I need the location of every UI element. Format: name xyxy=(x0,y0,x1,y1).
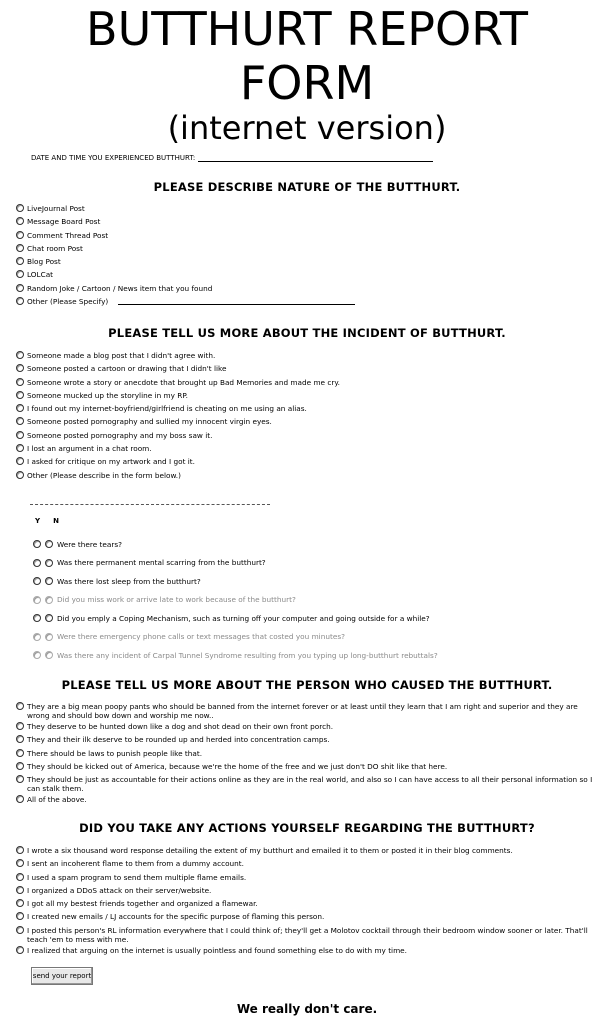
incident-option[interactable]: Someone posted a cartoon or drawing that I didn't like xyxy=(16,364,606,377)
yn-question: Were there tears? xyxy=(33,535,438,554)
radio-button[interactable] xyxy=(16,217,24,225)
option-livejournal[interactable]: LiveJournal Post xyxy=(16,204,606,217)
radio-button[interactable] xyxy=(16,364,24,372)
incident-option[interactable]: I asked for critique on my artwork and I got it. xyxy=(16,457,606,470)
radio-button[interactable] xyxy=(16,912,24,920)
radio-button[interactable] xyxy=(16,284,24,292)
radio-button[interactable] xyxy=(16,471,24,479)
action-option[interactable]: I used a spam program to send them multiple flame emails. xyxy=(16,873,606,886)
radio-button[interactable] xyxy=(16,431,24,439)
person-option[interactable]: All of the above. xyxy=(16,795,600,808)
radio-button[interactable] xyxy=(16,404,24,412)
no-radio[interactable] xyxy=(45,614,53,622)
no-label: N xyxy=(53,517,59,525)
radio-button[interactable] xyxy=(16,457,24,465)
yes-radio[interactable] xyxy=(33,614,41,622)
describe-input[interactable] xyxy=(30,504,270,505)
radio-button[interactable] xyxy=(16,749,24,757)
radio-button[interactable] xyxy=(16,722,24,730)
yn-question: Was there lost sleep from the butthurt? xyxy=(33,572,438,591)
option-random-joke[interactable]: Random Joke / Cartoon / News item that you found xyxy=(16,284,606,297)
person-option[interactable]: They deserve to be hunted down like a dog and shot dead on their own front porch. xyxy=(16,722,600,735)
radio-button[interactable] xyxy=(16,702,24,710)
section3-options xyxy=(16,702,600,808)
radio-button[interactable] xyxy=(16,762,24,770)
yn-header xyxy=(35,517,72,525)
yn-question: Were there emergency phone calls or text messages that costed you minutes? xyxy=(33,628,438,647)
radio-button[interactable] xyxy=(16,378,24,386)
section3-heading: PLEASE TELL US MORE ABOUT THE PERSON WHO CAUSED THE BUTTHURT. xyxy=(61,678,553,692)
person-option[interactable]: There should be laws to punish people like that. xyxy=(16,749,600,762)
action-option[interactable]: I sent an incoherent flame to them from a dummy account. xyxy=(16,859,606,872)
yes-label: Y xyxy=(35,517,41,525)
section1-options xyxy=(16,204,606,310)
radio-button[interactable] xyxy=(16,244,24,252)
yn-question: Was there any incident of Carpal Tunnel Syndrome resulting from you typing up long-butthurt rebuttals? xyxy=(33,646,438,665)
incident-option[interactable]: Someone mucked up the storyline in my RP. xyxy=(16,391,606,404)
section4-options xyxy=(16,846,606,959)
radio-button[interactable] xyxy=(16,946,24,954)
action-option[interactable]: I posted this person's RL information everywhere that I could think of; they'll get a Molotov cocktail through their bedroom window sooner or later. That'll teach 'em to mess with me. xyxy=(16,926,606,944)
radio-button[interactable] xyxy=(16,270,24,278)
incident-option[interactable]: I lost an argument in a chat room. xyxy=(16,444,606,457)
action-option[interactable]: I created new emails / LJ accounts for the specific purpose of flaming this person. xyxy=(16,912,606,925)
radio-button[interactable] xyxy=(16,444,24,452)
section2-heading: PLEASE TELL US MORE ABOUT THE INCIDENT OF BUTTHURT. xyxy=(108,326,506,340)
radio-button[interactable] xyxy=(16,859,24,867)
incident-option[interactable]: Someone wrote a story or anecdote that brought up Bad Memories and made me cry. xyxy=(16,378,606,391)
person-option[interactable]: They are a big mean poopy pants who should be banned from the internet forever or at least until they learn that I am right and superior and they are wrong and should bow down and worship me now.. xyxy=(16,702,600,720)
no-radio[interactable] xyxy=(45,633,53,641)
option-blog-post[interactable]: Blog Post xyxy=(16,257,606,270)
yn-question: Did you miss work or arrive late to work because of the butthurt? xyxy=(33,591,438,610)
action-option[interactable]: I got all my bestest friends together and organized a flamewar. xyxy=(16,899,606,912)
no-radio[interactable] xyxy=(45,577,53,585)
incident-option[interactable]: Other (Please describe in the form below.) xyxy=(16,471,606,484)
radio-button[interactable] xyxy=(16,873,24,881)
yes-radio[interactable] xyxy=(33,596,41,604)
send-report-button[interactable]: send your report xyxy=(31,967,93,985)
radio-button[interactable] xyxy=(16,795,24,803)
action-option[interactable]: I realized that arguing on the internet is usually pointless and found something else to do with my time. xyxy=(16,946,606,959)
radio-button[interactable] xyxy=(16,204,24,212)
date-label: DATE AND TIME YOU EXPERIENCED BUTTHURT: xyxy=(31,154,196,162)
radio-button[interactable] xyxy=(16,899,24,907)
no-radio[interactable] xyxy=(45,559,53,567)
action-option[interactable]: I organized a DDoS attack on their server/website. xyxy=(16,886,606,899)
option-other[interactable]: Other (Please Specify) xyxy=(16,297,606,310)
incident-option[interactable]: Someone posted pornography and my boss saw it. xyxy=(16,431,606,444)
radio-button[interactable] xyxy=(16,926,24,934)
radio-button[interactable] xyxy=(16,417,24,425)
section4-heading: DID YOU TAKE ANY ACTIONS YOURSELF REGARDING THE BUTTHURT? xyxy=(79,821,535,835)
action-option[interactable]: I wrote a six thousand word response detailing the extent of my butthurt and emailed it to them or posted it in their blog comments. xyxy=(16,846,606,859)
date-row xyxy=(31,153,433,162)
no-radio[interactable] xyxy=(45,651,53,659)
person-option[interactable]: They should be just as accountable for their actions online as they are in the real world, and also so I can have access to all their personal information so I can stalk them. xyxy=(16,775,600,793)
section1-heading: PLEASE DESCRIBE NATURE OF THE BUTTHURT. xyxy=(153,180,461,194)
radio-button[interactable] xyxy=(16,735,24,743)
radio-button[interactable] xyxy=(16,886,24,894)
yes-radio[interactable] xyxy=(33,577,41,585)
yn-questions xyxy=(33,535,438,665)
option-comment-thread[interactable]: Comment Thread Post xyxy=(16,231,606,244)
option-message-board[interactable]: Message Board Post xyxy=(16,217,606,230)
yn-question: Was there permanent mental scarring from the butthurt? xyxy=(33,554,438,573)
yn-question: Did you emply a Coping Mechanism, such as turning off your computer and going outside for a while? xyxy=(33,609,438,628)
radio-button[interactable] xyxy=(16,231,24,239)
page-subtitle: (internet version) xyxy=(167,109,447,147)
section2-options xyxy=(16,351,606,484)
person-option[interactable]: They should be kicked out of America, because we're the home of the free and we just don't DO shit like that here. xyxy=(16,762,600,775)
radio-button[interactable] xyxy=(16,297,24,305)
incident-option[interactable]: Someone posted pornography and sullied my innocent virgin eyes. xyxy=(16,417,606,430)
yes-radio[interactable] xyxy=(33,559,41,567)
no-radio[interactable] xyxy=(45,596,53,604)
specify-input[interactable] xyxy=(118,297,355,305)
radio-button[interactable] xyxy=(16,391,24,399)
incident-option[interactable]: Someone made a blog post that I didn't agree with. xyxy=(16,351,606,364)
radio-button[interactable] xyxy=(16,846,24,854)
yes-radio[interactable] xyxy=(33,633,41,641)
incident-option[interactable]: I found out my internet-boyfriend/girlfriend is cheating on me using an alias. xyxy=(16,404,606,417)
yes-radio[interactable] xyxy=(33,540,41,548)
option-lolcat[interactable]: LOLCat xyxy=(16,270,606,283)
yes-radio[interactable] xyxy=(33,651,41,659)
no-radio[interactable] xyxy=(45,540,53,548)
page-title-line2: FORM xyxy=(239,56,375,110)
radio-button[interactable] xyxy=(16,257,24,265)
page-title-line1: BUTTHURT REPORT xyxy=(86,2,528,56)
option-chat-room[interactable]: Chat room Post xyxy=(16,244,606,257)
footer-text: We really don't care. xyxy=(236,1002,378,1016)
person-option[interactable]: They and their ilk deserve to be rounded up and herded into concentration camps. xyxy=(16,735,600,748)
radio-button[interactable] xyxy=(16,351,24,359)
date-input[interactable] xyxy=(198,153,433,162)
radio-button[interactable] xyxy=(16,775,24,783)
